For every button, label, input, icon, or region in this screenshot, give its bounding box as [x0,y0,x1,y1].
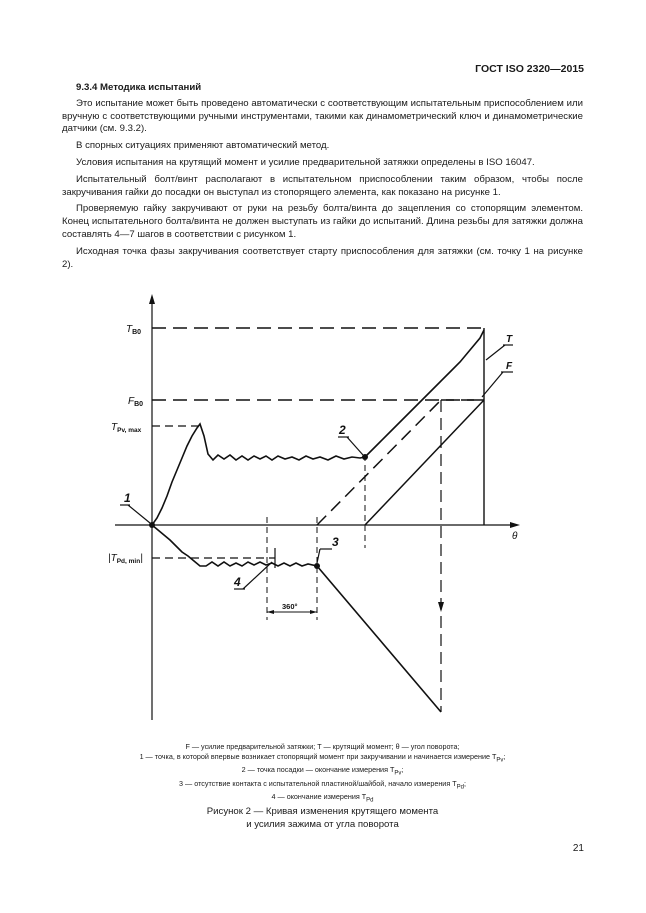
paragraph: Испытательный болт/винт располагают в испытательном приспособлении таким образом, чтобы после закручивания гайки до посадки он выступал из стопорящего элемента, как показано на рисунке 1. [62,173,583,198]
curve-t-leader [486,345,505,360]
paragraph: Исходная точка фазы закручивания соответствует старту приспособления для затяжки (см. точку 1 на рисунке 2). [62,245,583,270]
preload-curve-loosening [317,400,441,525]
point-4-leader [243,562,272,589]
label-tpv-max: $T_{Pv, max}$ [111,422,142,434]
angle-arrow-right [310,610,317,614]
x-axis-arrow [510,522,520,528]
paragraph: В спорных ситуациях применяют автоматический метод. [76,140,330,152]
curve-f-leader [482,372,503,397]
y-axis-arrow [149,294,155,304]
label-point-2: 2 [339,423,346,437]
legend-line: 2 — точка посадки — окончание измерения $T_{Pv}$; [241,765,404,777]
label-tpd-min: $|T_{Pd, min}|$ [108,553,143,565]
legend-line: F — усилие предварительной затяжки; T — крутящий момент; θ — угол поворота; [185,742,460,751]
point-2-leader [347,437,363,455]
torque-curve-loosening [152,525,441,712]
point-3-marker [314,563,320,569]
label-curve-t: T [506,334,513,345]
preload-curve-rise [365,400,484,525]
section-title: 9.3.4 Методика испытаний [76,82,202,93]
unloading-arrow [438,602,444,612]
figure-legend [62,742,583,806]
torque-curve-tightening [152,330,484,525]
figure-caption [62,805,583,831]
paragraph: Проверяемую гайку закручивают от руки на резьбу болта/винта до зацепления со стопорящим элементом. Конец испытательного болта/винта не должен выступать из гайки до испытаний. Длина резьбы для затяжки должна составлять 4—7 шагов в соответствии с рисунком 1. [62,203,583,240]
section-body [62,82,583,275]
label-point-4: 4 [234,575,241,589]
label-curve-f: F [506,361,513,372]
legend-line: 3 — отсутствие контакта с испытательной пластиной/шайбой, начало измерения $T_{Pd}$; [179,778,466,791]
legend-line: 1 — точка, в которой впервые возникает стопорящий момент при закручивании и начинается измерение $T_{Pv}$; [139,752,506,764]
label-point-1: 1 [124,491,131,505]
paragraph: Это испытание может быть проведено автоматически с соответствующим испытательным приспособлением или вручную с соответствующими ручными инструментами, такими как динамометрический ключ и динамометрические датчики (см. 9.3.2). [62,97,583,135]
paragraph: Условия испытания на крутящий момент и усилие предварительной затяжки определены в ISO 16047. [76,156,535,168]
torque-clamp-diagram [100,290,530,730]
standard-header: ГОСТ ISO 2320—2015 [475,63,584,75]
label-angle: 360° [282,602,298,611]
label-point-3: 3 [332,535,339,549]
point-1-leader [128,505,150,523]
angle-arrow-left [267,610,274,614]
label-theta: θ [512,531,518,542]
label-tb0: $T_{B0}$ [126,324,142,336]
caption-line: Рисунок 2 — Кривая изменения крутящего момента [206,806,439,817]
label-fb0: $F_{B0}$ [128,396,144,408]
caption-line: и усилия зажима от угла поворота [246,819,399,830]
legend-line: 4 — окончание измерения $T_{Pd}$ [271,792,374,804]
page-number: 21 [572,843,584,854]
